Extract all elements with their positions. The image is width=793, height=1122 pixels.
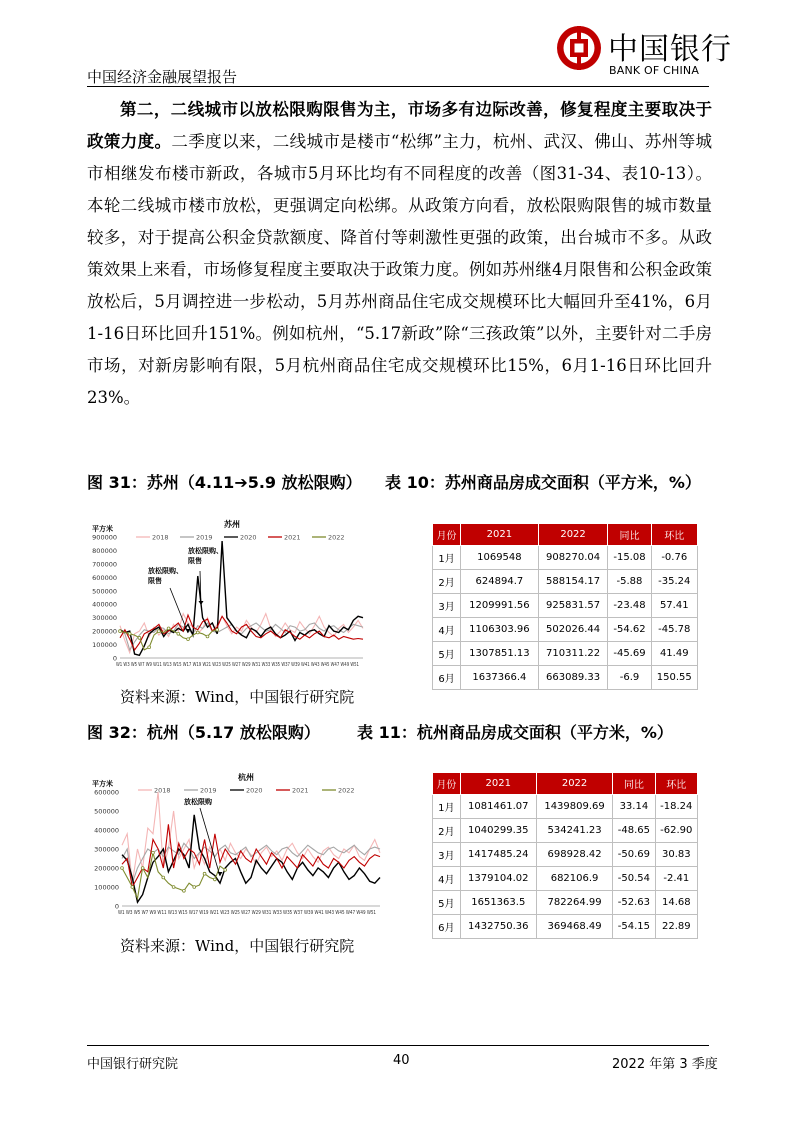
table-cell: 150.55 xyxy=(651,666,697,690)
table-cell: 782264.99 xyxy=(536,891,612,915)
y-unit-label: 平方米 xyxy=(92,525,113,533)
table-cell: 57.41 xyxy=(651,594,697,618)
column-header: 2021 xyxy=(460,773,536,795)
y-tick-label: 600000 xyxy=(92,573,117,582)
column-header: 月份 xyxy=(433,773,461,795)
table-cell: -2.41 xyxy=(655,867,697,891)
series-2022-point xyxy=(193,886,196,889)
table-cell: 1040299.35 xyxy=(460,819,536,843)
hangzhou-row xyxy=(433,819,698,843)
y-tick-label: 900000 xyxy=(92,533,117,542)
series-2022-point xyxy=(206,635,209,638)
column-header: 2022 xyxy=(536,773,612,795)
y-tick-label: 800000 xyxy=(92,546,117,555)
table-cell: -50.69 xyxy=(613,843,655,867)
table-cell: 1307851.13 xyxy=(461,642,539,666)
table-cell: 5月 xyxy=(433,642,461,666)
legend-label-2018: 2018 xyxy=(152,533,169,542)
legend-label-2021: 2021 xyxy=(292,786,309,795)
column-header: 2021 xyxy=(461,524,539,546)
y-tick-label: 400000 xyxy=(94,826,119,835)
series-2022-point xyxy=(119,630,122,633)
table-cell: -35.24 xyxy=(651,570,697,594)
table-cell: -54.62 xyxy=(608,618,651,642)
suzhou-chart xyxy=(88,513,370,668)
table-cell: -62.90 xyxy=(655,819,697,843)
table-cell: 1651363.5 xyxy=(460,891,536,915)
y-tick-label: 200000 xyxy=(94,864,119,873)
table-cell: 1417485.24 xyxy=(460,843,536,867)
y-tick-label: 0 xyxy=(112,654,117,663)
table-cell: 1106303.96 xyxy=(461,618,539,642)
table-cell: 502026.44 xyxy=(538,618,608,642)
table-cell: 2月 xyxy=(433,819,461,843)
table-cell: 698928.42 xyxy=(536,843,612,867)
paragraph-text: 二季度以来，二线城市是楼市“松绑”主力，杭州、武汉、佛山、苏州等城市相继发布楼市新政，各城市5月环比均有不同程度的改善（图31-34、表10-13）。本轮二线城市楼市放松，更强调定向松绑。从政策方向看，放松限购限售的城市数量较多，对于提高公积金贷款额度、降首付等刺激性更强的政策，出台城市不多。从政策效果上来看，市场修复程度主要取决于政策力度。例如苏州继4月限售和公积金政策放松后，5月调控进一步松动，5月苏州商品住宅成交规模环比大幅回升至41%，6月1-16日环比回升151%。例如杭州，“5.17新政”除“三孩政策”以外，主要针对二手房市场，对新房影响有限，5月杭州商品住宅成交规模环比15%，6月1-16日环比回升23%。 xyxy=(87,132,713,407)
table-cell: 663089.33 xyxy=(538,666,608,690)
legend-label-2019: 2019 xyxy=(196,533,213,542)
series-2020-line xyxy=(120,541,363,655)
series-2022-point xyxy=(183,889,186,892)
hangzhou-row xyxy=(433,867,698,891)
column-header: 同比 xyxy=(608,524,651,546)
annotation-arrowhead xyxy=(199,601,204,605)
y-tick-label: 100000 xyxy=(92,641,117,650)
series-2022-point xyxy=(162,876,165,879)
tab10-title: 表 10：苏州商品房成交面积（平方米，%） xyxy=(385,473,701,492)
table-cell: -52.63 xyxy=(613,891,655,915)
table-cell: 4月 xyxy=(433,618,461,642)
table-cell: 908270.04 xyxy=(538,546,608,570)
table-cell: 30.83 xyxy=(655,843,697,867)
table-cell: 1069548 xyxy=(461,546,539,570)
hangzhou-row xyxy=(433,891,698,915)
chart-title: 杭州 xyxy=(238,773,254,782)
hangzhou-row xyxy=(433,915,698,939)
logo-cn-text: 中国银行 xyxy=(608,32,732,67)
table-cell: 1月 xyxy=(433,546,461,570)
table-cell: 534241.23 xyxy=(536,819,612,843)
series-2022-point xyxy=(157,630,160,633)
suzhou-row xyxy=(433,618,698,642)
table-header-row xyxy=(433,773,698,795)
fig32-source: 资料来源：Wind，中国银行研究院 xyxy=(120,937,355,955)
table-cell: 1081461.07 xyxy=(460,795,536,819)
hangzhou-chart xyxy=(88,766,388,916)
series-2022-point xyxy=(203,872,206,875)
series-2022-point xyxy=(187,638,190,641)
annotation-label: 限售 xyxy=(148,577,162,585)
hangzhou-row xyxy=(433,795,698,819)
column-header: 2022 xyxy=(538,524,608,546)
annotation-label: 放松限购、 xyxy=(148,567,183,575)
legend-label-2020: 2020 xyxy=(246,786,263,795)
y-tick-label: 300000 xyxy=(92,614,117,623)
series-2022-point xyxy=(131,886,134,889)
table-cell: 14.68 xyxy=(655,891,697,915)
lead-sentence: 第二，二线城市以放松限购限售为主，市场多有边际改善，修复程度主要取决于政策力度。 xyxy=(87,100,712,151)
series-2018-line xyxy=(122,792,380,883)
suzhou-row xyxy=(433,642,698,666)
table-cell: 1379104.02 xyxy=(460,867,536,891)
chart-title: 苏州 xyxy=(224,520,240,529)
series-2022-point xyxy=(224,869,227,872)
table-cell: 682106.9 xyxy=(536,867,612,891)
hangzhou-row xyxy=(433,843,698,867)
table-cell: -45.78 xyxy=(651,618,697,642)
column-header: 环比 xyxy=(651,524,697,546)
series-2022-point xyxy=(141,867,144,870)
series-2022-point xyxy=(128,632,131,635)
y-tick-label: 0 xyxy=(114,902,119,911)
table-cell: 2月 xyxy=(433,570,461,594)
report-title: 中国经济金融展望报告 xyxy=(87,68,238,86)
x-tick-labels: W1 W3 W5 W7 W9 W11 W13 W15 W17 W19 W21 W23 W25 W27 W29 W31 W33 W35 W37 W39 W41 W43 W45 W47 W49 W51 xyxy=(116,662,359,668)
suzhou-row xyxy=(433,666,698,690)
table-cell: 1月 xyxy=(433,795,461,819)
footer-quarter: 2022 年第 3 季度 xyxy=(612,1057,718,1072)
suzhou-row xyxy=(433,546,698,570)
table-cell: -6.9 xyxy=(608,666,651,690)
table-cell: 6月 xyxy=(433,666,461,690)
y-tick-label: 300000 xyxy=(94,845,119,854)
y-tick-label: 500000 xyxy=(92,587,117,596)
table-cell: -15.08 xyxy=(608,546,651,570)
table-cell: 624894.7 xyxy=(461,570,539,594)
table-cell: 1637366.4 xyxy=(461,666,539,690)
y-tick-label: 400000 xyxy=(92,600,117,609)
table-cell: -48.65 xyxy=(613,819,655,843)
table-cell: 1209991.56 xyxy=(461,594,539,618)
annotation-label: 限售 xyxy=(188,557,202,565)
table-cell: -45.69 xyxy=(608,642,651,666)
legend-label-2019: 2019 xyxy=(200,786,217,795)
y-tick-label: 700000 xyxy=(92,560,117,569)
legend-label-2018: 2018 xyxy=(154,786,171,795)
column-header: 同比 xyxy=(613,773,655,795)
y-tick-label: 600000 xyxy=(94,788,119,797)
y-unit-label: 平方米 xyxy=(92,780,113,788)
fig31-source: 资料来源：Wind，中国银行研究院 xyxy=(120,688,355,706)
table-cell: 3月 xyxy=(433,594,461,618)
table-cell: -50.54 xyxy=(613,867,655,891)
table-header-row xyxy=(433,524,698,546)
table-cell: 710311.22 xyxy=(538,642,608,666)
header-divider xyxy=(87,86,709,87)
series-2022-point xyxy=(172,886,175,889)
series-2022-point xyxy=(138,636,141,639)
table-cell: 925831.57 xyxy=(538,594,608,618)
suzhou-row xyxy=(433,570,698,594)
column-header: 月份 xyxy=(433,524,461,546)
series-2022-point xyxy=(152,851,155,854)
series-2022-point xyxy=(213,878,216,881)
series-2022-point xyxy=(216,628,219,631)
table-cell: -23.48 xyxy=(608,594,651,618)
table-cell: 41.49 xyxy=(651,642,697,666)
table-hangzhou xyxy=(432,772,698,939)
y-tick-label: 200000 xyxy=(92,627,117,636)
tab11-title: 表 11：杭州商品房成交面积（平方米，%） xyxy=(357,723,673,742)
column-header: 环比 xyxy=(655,773,697,795)
table-cell: 1439809.69 xyxy=(536,795,612,819)
legend-label-2022: 2022 xyxy=(328,533,345,542)
series-2022-point xyxy=(121,867,124,870)
suzhou-row xyxy=(433,594,698,618)
x-tick-labels: W1 W3 W5 W7 W9 W11 W13 W15 W17 W19 W21 W23 W25 W27 W29 W31 W33 W35 W37 W39 W41 W43 W45 W47 W49 W51 xyxy=(118,910,376,916)
table-cell: -0.76 xyxy=(651,546,697,570)
table-cell: 22.89 xyxy=(655,915,697,939)
series-2022-point xyxy=(177,632,180,635)
table-cell: 6月 xyxy=(433,915,461,939)
table-cell: 33.14 xyxy=(613,795,655,819)
legend-label-2021: 2021 xyxy=(284,533,301,542)
legend-label-2020: 2020 xyxy=(240,533,257,542)
table-cell: 4月 xyxy=(433,867,461,891)
table-cell: 588154.17 xyxy=(538,570,608,594)
page-number: 40 xyxy=(393,1053,410,1068)
table-cell: 1432750.36 xyxy=(460,915,536,939)
y-tick-label: 500000 xyxy=(94,807,119,816)
table-cell: -18.24 xyxy=(655,795,697,819)
y-tick-label: 100000 xyxy=(94,883,119,892)
fig31-title: 图 31：苏州（4.11➔5.9 放松限购） xyxy=(87,473,362,492)
footer-divider xyxy=(87,1045,709,1046)
table-cell: -54.15 xyxy=(613,915,655,939)
series-2022-point xyxy=(148,646,151,649)
fig32-title: 图 32：杭州（5.17 放松限购） xyxy=(87,723,320,742)
legend-label-2022: 2022 xyxy=(338,786,355,795)
footer-org: 中国银行研究院 xyxy=(87,1057,179,1072)
annotation-label: 放松限购 xyxy=(184,798,212,806)
body-paragraph xyxy=(87,94,712,414)
logo-en-text: BANK OF CHINA xyxy=(609,64,700,77)
series-2022-point xyxy=(167,627,170,630)
table-cell: 3月 xyxy=(433,843,461,867)
table-cell: 369468.49 xyxy=(536,915,612,939)
series-2022-point xyxy=(196,631,199,634)
table-cell: 5月 xyxy=(433,891,461,915)
table-suzhou xyxy=(432,523,698,690)
annotation-arrowhead xyxy=(218,872,223,876)
annotation-label: 放松限购、 xyxy=(188,547,223,555)
table-cell: -5.88 xyxy=(608,570,651,594)
